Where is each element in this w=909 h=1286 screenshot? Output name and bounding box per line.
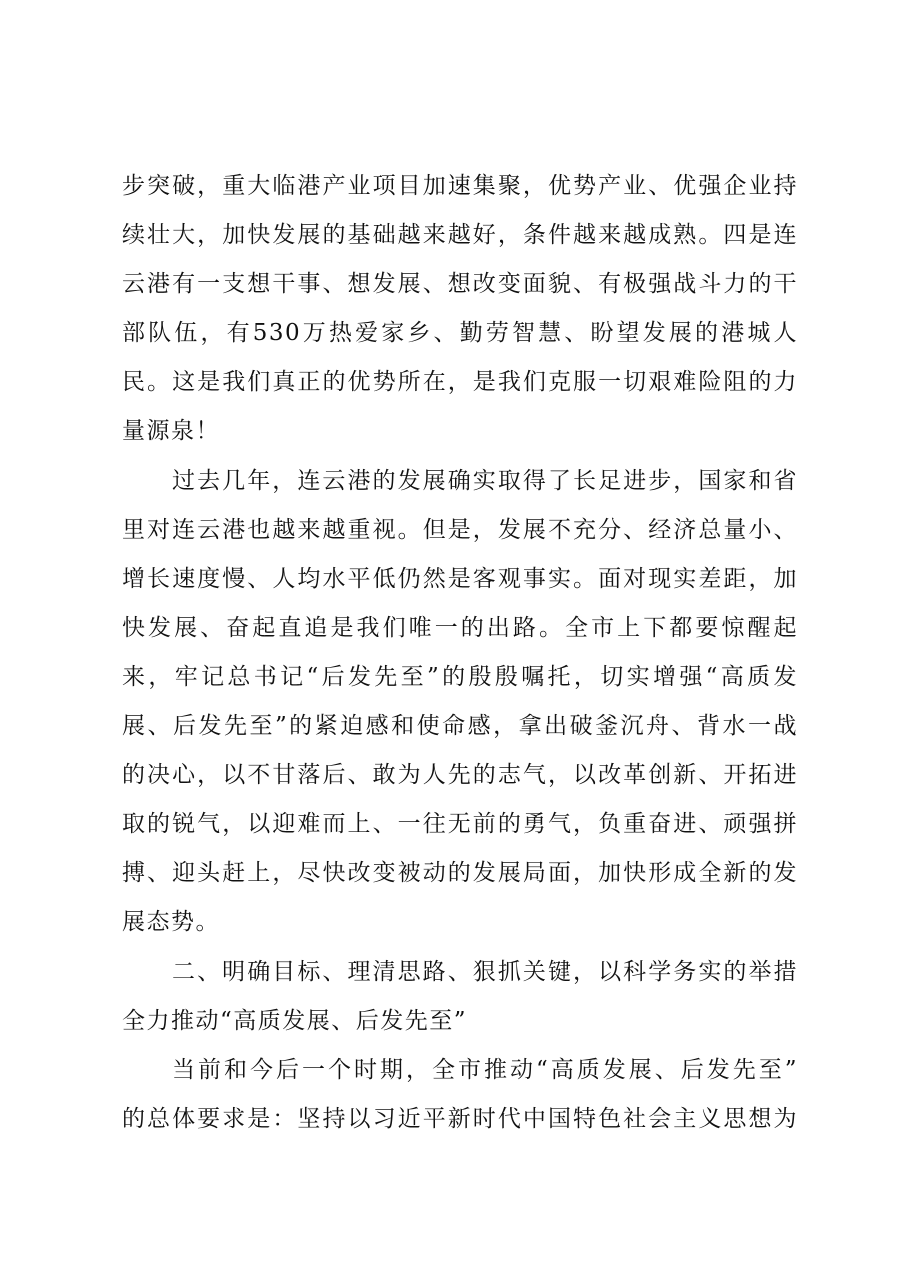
- text-line: 云港有一支想干事、想发展、想改变面貌、有极强战斗力的干: [122, 271, 798, 298]
- paragraph-1: [122, 162, 798, 457]
- paragraph-2: [122, 457, 798, 948]
- text-line: 搏、迎头赶上，尽快改变被动的发展局面，加快形成全新的发: [122, 860, 798, 887]
- text-line: 里对连云港也越来越重视。但是，发展不充分、经济总量小、: [122, 516, 798, 543]
- heading-line: 全力推动“高质发展、后发先至”: [122, 1007, 468, 1034]
- section-heading-2: [122, 948, 798, 1046]
- text-line: 展、后发先至”的紧迫感和使命感，拿出破釜沉舟、背水一战: [122, 713, 798, 740]
- text-line: 量源泉！: [122, 418, 220, 445]
- text-line: 步突破，重大临港产业项目加速集聚，优势产业、优强企业持: [122, 173, 798, 199]
- text-line: 展态势。: [122, 909, 220, 936]
- paragraph-4: [122, 1046, 798, 1144]
- text-line: 续壮大，加快发展的基础越来越好，条件越来越成熟。四是连: [122, 222, 798, 249]
- text-line: 快发展、奋起直追是我们唯一的出路。全市上下都要惊醒起: [122, 614, 798, 641]
- text-line: 的总体要求是：坚持以习近平新时代中国特色社会主义思想为: [122, 1105, 798, 1132]
- text-line: 民。这是我们真正的优势所在，是我们克服一切艰难险阻的力: [122, 369, 798, 396]
- document-body: [122, 162, 798, 1144]
- text-line: 增长速度慢、人均水平低仍然是客观事实。面对现实差距，加: [122, 565, 798, 592]
- text-line: 取的锐气，以迎难而上、一往无前的勇气，负重奋进、顽强拼: [122, 811, 798, 838]
- text-line: 的决心，以不甘落后、敢为人先的志气，以改革创新、开拓进: [122, 762, 798, 789]
- text-line: 来，牢记总书记“后发先至”的殷殷嘱托，切实增强“高质发: [122, 663, 798, 690]
- text-line: 部队伍，有530万热爱家乡、勤劳智慧、盼望发展的港城人: [122, 320, 798, 347]
- text-line: 当前和今后一个时期，全市推动“高质发展、后发先至”: [172, 1056, 798, 1083]
- text-line: 过去几年，连云港的发展确实取得了长足进步，国家和省: [172, 467, 798, 494]
- heading-line: 二、明确目标、理清思路、狠抓关键，以科学务实的举措: [172, 958, 798, 985]
